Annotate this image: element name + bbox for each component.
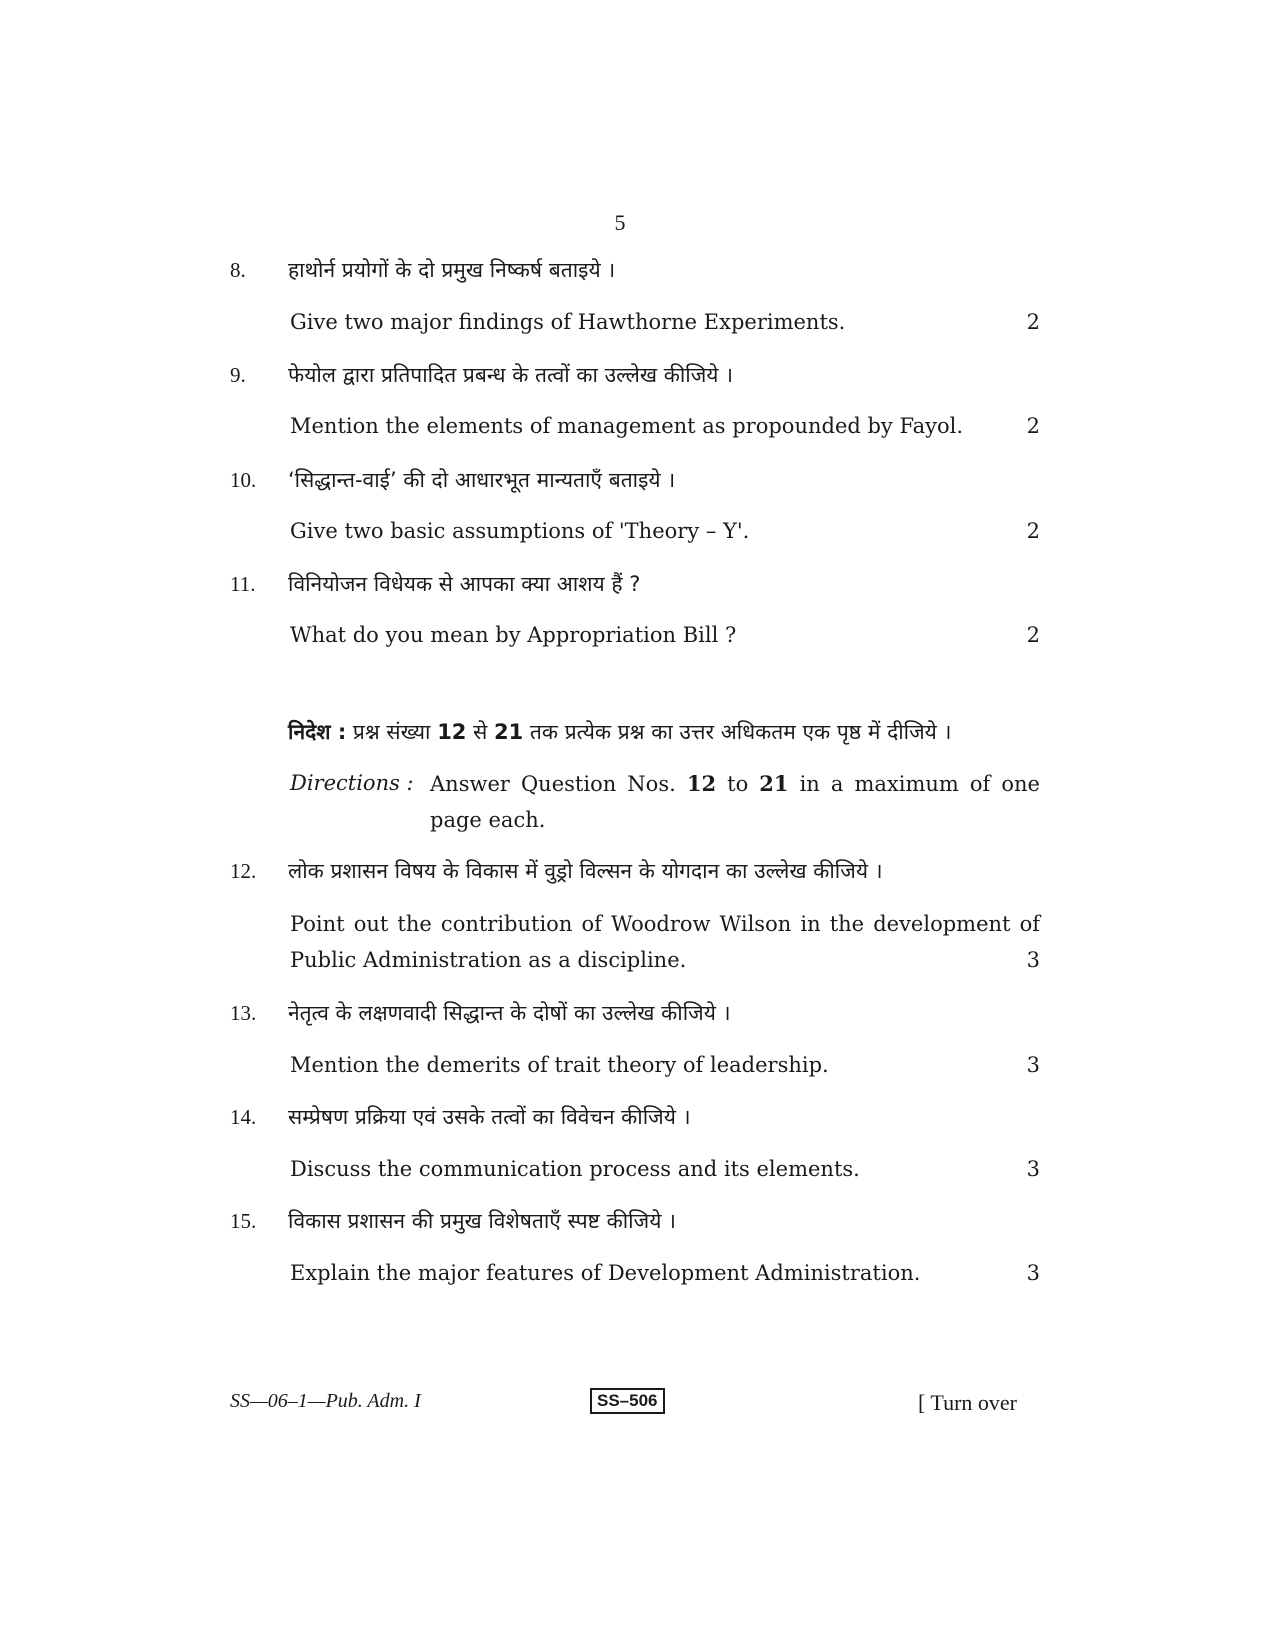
question-english: What do you mean by Appropriation Bill ?: [290, 623, 737, 647]
question-hindi: लोक प्रशासन विषय के विकास में वुड्रो विल्सन के योगदान का उल्लेख कीजिये ।: [288, 859, 883, 883]
question-english: Mention the demerits of trait theory of leadership.: [290, 1053, 829, 1077]
question-number: 9.: [230, 363, 246, 387]
question-hindi: सम्प्रेषण प्रक्रिया एवं उसके तत्वों का विवेचन कीजिये ।: [288, 1105, 691, 1129]
footer-paper-code: SS—06–1—Pub. Adm. I: [230, 1390, 421, 1412]
question-marks: 2: [1026, 414, 1040, 438]
directions-hindi: निदेश : प्रश्न संख्या 12 से 21 तक प्रत्येक प्रश्न का उत्तर अधिकतम एक पृष्ठ में दीजिये ।: [288, 720, 952, 744]
footer-turn-over: [ Turn over: [918, 1390, 1018, 1415]
question-hindi: हाथोर्न प्रयोगों के दो प्रमुख निष्कर्ष बताइये ।: [288, 258, 616, 282]
directions-hindi-label: निदेश :: [288, 720, 347, 744]
question-english: Explain the major features of Development Administration.: [290, 1261, 921, 1285]
question-marks: 3: [1026, 948, 1040, 972]
question-hindi: ‘सिद्धान्त-वाई’ की दो आधारभूत मान्यताएँ बताइये ।: [288, 468, 676, 492]
question-english: Mention the elements of management as propounded by Fayol.: [290, 414, 964, 438]
question-number: 8.: [230, 258, 246, 282]
question-english-line2: Public Administration as a discipline.: [290, 948, 687, 972]
question-number: 13.: [230, 1001, 257, 1025]
question-hindi: नेतृत्व के लक्षणवादी सिद्धान्त के दोषों का उल्लेख कीजिये ।: [288, 1001, 731, 1025]
directions-english-label: Directions :: [290, 771, 414, 795]
question-english-line1: Point out the contribution of Woodrow Wilson in the development of: [290, 912, 1040, 936]
question-marks: 2: [1026, 310, 1040, 334]
question-number: 10.: [230, 468, 257, 492]
question-english: Give two major findings of Hawthorne Experiments.: [290, 310, 846, 334]
directions-english-line2: page each.: [430, 808, 546, 832]
question-english: Discuss the communication process and its elements.: [290, 1157, 860, 1181]
question-number: 15.: [230, 1209, 257, 1233]
question-number: 14.: [230, 1105, 257, 1129]
question-hindi: विनियोजन विधेयक से आपका क्या आशय हैं ?: [288, 572, 641, 596]
question-marks: 2: [1026, 519, 1040, 543]
footer-exam-code-box: SS–506: [590, 1388, 665, 1414]
question-hindi: विकास प्रशासन की प्रमुख विशेषताएँ स्पष्ट कीजिये ।: [288, 1209, 677, 1233]
question-marks: 3: [1026, 1053, 1040, 1077]
directions-english-line1: Answer Question Nos. 12 to 21 in a maximum of one: [430, 771, 1040, 796]
page-number: 5: [614, 210, 626, 235]
question-marks: 3: [1026, 1261, 1040, 1285]
question-hindi: फेयोल द्वारा प्रतिपादित प्रबन्ध के तत्वों का उल्लेख कीजिये ।: [288, 363, 734, 387]
question-number: 12.: [230, 859, 257, 883]
question-number: 11.: [230, 572, 256, 596]
question-marks: 2: [1026, 623, 1040, 647]
question-marks: 3: [1026, 1157, 1040, 1181]
question-english: Give two basic assumptions of 'Theory – Y'.: [290, 519, 750, 543]
